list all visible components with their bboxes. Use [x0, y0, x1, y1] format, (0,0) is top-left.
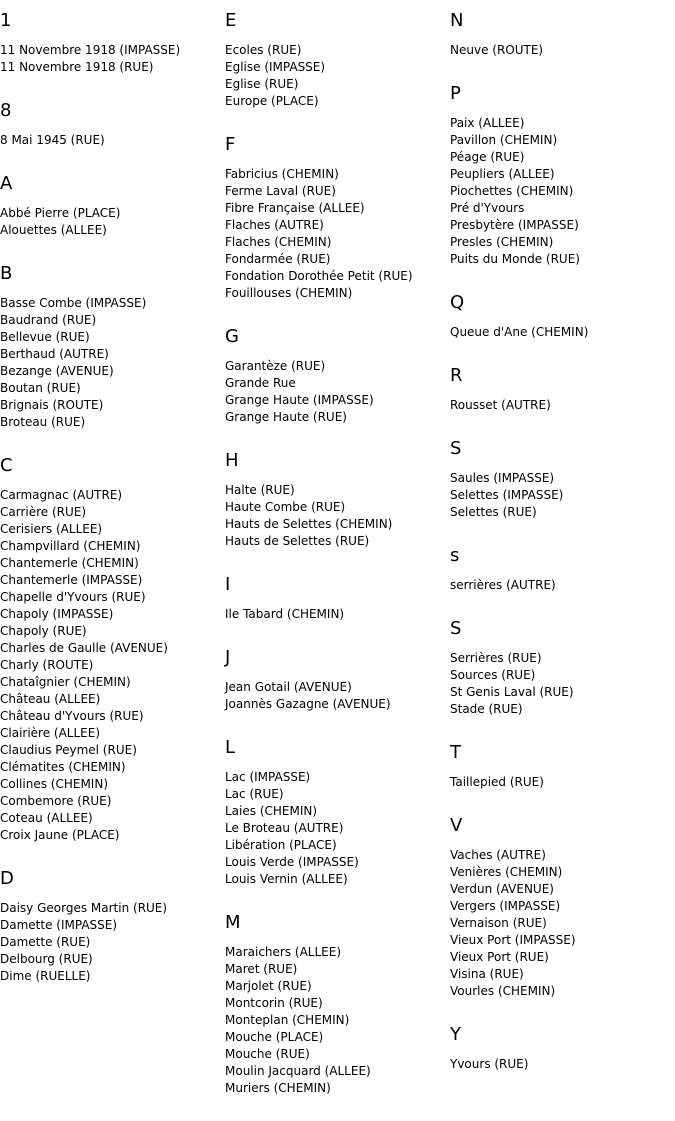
street-link[interactable]: 11 Novembre 1918 (IMPASSE) — [0, 43, 181, 57]
letter-heading: B — [0, 263, 13, 284]
street-link[interactable]: Vieux Port (IMPASSE) — [450, 933, 576, 947]
street-link[interactable]: Presles (CHEMIN) — [450, 235, 554, 249]
street-link[interactable]: Louis Verde (IMPASSE) — [225, 855, 359, 869]
letter-group — [0, 10, 222, 76]
letter-heading: S — [450, 438, 462, 459]
street-link[interactable]: Combemore (RUE) — [0, 794, 112, 808]
street-link[interactable]: Lac (IMPASSE) — [225, 770, 311, 784]
street-link[interactable]: Chantemerle (CHEMIN) — [0, 556, 139, 570]
street-link[interactable]: Daisy Georges Martin (RUE) — [0, 901, 168, 915]
letter-group — [0, 100, 222, 149]
street-link[interactable]: Chantemerle (IMPASSE) — [0, 573, 143, 587]
letter-heading: S — [450, 618, 462, 639]
street-link[interactable]: Piochettes (CHEMIN) — [450, 184, 574, 198]
street-link[interactable]: Fondarmée (RUE) — [225, 252, 331, 266]
street-link[interactable]: Damette (RUE) — [0, 935, 91, 949]
street-link[interactable]: Carmagnac (AUTRE) — [0, 488, 123, 502]
letter-group — [450, 545, 672, 594]
letter-group — [225, 10, 447, 110]
street-link[interactable]: Chapoly (IMPASSE) — [0, 607, 114, 621]
street-link[interactable]: Brignais (ROUTE) — [0, 398, 104, 412]
street-link[interactable]: Ile Tabard (CHEMIN) — [225, 607, 345, 621]
street-link[interactable]: Pavillon (CHEMIN) — [450, 133, 558, 147]
street-link[interactable]: Louis Vernin (ALLEE) — [225, 872, 348, 886]
street-link[interactable]: Mouche (PLACE) — [225, 1030, 324, 1044]
letter-heading: N — [450, 10, 464, 31]
street-link[interactable]: Laies (CHEMIN) — [225, 804, 318, 818]
letter-group — [225, 326, 447, 426]
letter-heading: Q — [450, 292, 465, 313]
letter-heading: Y — [450, 1024, 461, 1045]
street-link[interactable]: Maraichers (ALLEE) — [225, 945, 342, 959]
letter-heading: E — [225, 10, 237, 31]
street-link[interactable]: Monteplan (CHEMIN) — [225, 1013, 350, 1027]
street-link[interactable]: Saules (IMPASSE) — [450, 471, 555, 485]
street-link[interactable]: Fouillouses (CHEMIN) — [225, 286, 353, 300]
street-link[interactable]: Le Broteau (AUTRE) — [225, 821, 344, 835]
letter-group — [225, 912, 447, 1097]
letter-group — [225, 450, 447, 550]
letter-heading: F — [225, 134, 236, 155]
letter-heading: T — [450, 742, 461, 763]
street-link[interactable]: Collines (CHEMIN) — [0, 777, 108, 791]
letter-group — [450, 742, 672, 791]
letter-heading: L — [225, 737, 236, 758]
letter-group — [0, 455, 222, 844]
street-link[interactable]: Sources (RUE) — [450, 668, 536, 682]
letter-heading: R — [450, 365, 463, 386]
letter-group — [450, 365, 672, 414]
street-link[interactable]: Cerisiers (ALLEE) — [0, 522, 103, 536]
letter-group — [450, 815, 672, 1000]
street-link[interactable]: Clairière (ALLEE) — [0, 726, 101, 740]
street-link[interactable]: Dime (RUELLE) — [0, 969, 91, 983]
street-link[interactable]: Carrière (RUE) — [0, 505, 87, 519]
street-link[interactable]: Chataîgnier (CHEMIN) — [0, 675, 131, 689]
street-link[interactable]: Boutan (RUE) — [0, 381, 81, 395]
street-link[interactable]: Claudius Peymel (RUE) — [0, 743, 137, 757]
street-link[interactable]: Stade (RUE) — [450, 702, 523, 716]
street-link[interactable]: Venières (CHEMIN) — [450, 865, 563, 879]
street-link[interactable]: 8 Mai 1945 (RUE) — [0, 133, 105, 147]
street-link[interactable]: Yvours (RUE) — [450, 1057, 529, 1071]
letter-group — [0, 263, 222, 431]
street-link[interactable]: Baudrand (RUE) — [0, 313, 97, 327]
street-link[interactable]: Europe (PLACE) — [225, 94, 319, 108]
street-link[interactable]: Grande Rue — [225, 376, 296, 390]
street-link[interactable]: Vourles (CHEMIN) — [450, 984, 556, 998]
street-link[interactable]: Berthaud (AUTRE) — [0, 347, 109, 361]
street-link[interactable]: Visina (RUE) — [450, 967, 524, 981]
letter-group — [450, 618, 672, 718]
street-link[interactable]: Broteau (RUE) — [0, 415, 86, 429]
letter-heading: P — [450, 83, 461, 104]
street-link[interactable]: Jean Gotail (AVENUE) — [225, 680, 352, 694]
street-link[interactable]: Chapoly (RUE) — [0, 624, 87, 638]
street-link[interactable]: Ferme Laval (RUE) — [225, 184, 336, 198]
letter-group — [0, 173, 222, 239]
street-link[interactable]: Vieux Port (RUE) — [450, 950, 549, 964]
street-link[interactable]: Bezange (AVENUE) — [0, 364, 114, 378]
letter-heading: V — [450, 815, 463, 836]
letter-heading: A — [0, 173, 13, 194]
street-link[interactable]: Croix Jaune (PLACE) — [0, 828, 120, 842]
street-link[interactable]: Selettes (RUE) — [450, 505, 537, 519]
street-link[interactable]: Champvillard (CHEMIN) — [0, 539, 141, 553]
street-link[interactable]: Serrières (RUE) — [450, 651, 542, 665]
street-link[interactable]: Hauts de Selettes (CHEMIN) — [225, 517, 393, 531]
street-link[interactable]: Lac (RUE) — [225, 787, 284, 801]
street-link[interactable]: Selettes (IMPASSE) — [450, 488, 564, 502]
letter-heading: I — [225, 574, 231, 595]
street-link[interactable]: Taillepied (RUE) — [450, 775, 544, 789]
street-link[interactable]: Vernaison (RUE) — [450, 916, 547, 930]
street-link[interactable]: Puits du Monde (RUE) — [450, 252, 580, 266]
street-link[interactable]: Château d'Yvours (RUE) — [0, 709, 144, 723]
street-link[interactable]: Neuve (ROUTE) — [450, 43, 544, 57]
street-link[interactable]: 11 Novembre 1918 (RUE) — [0, 60, 154, 74]
street-link[interactable]: Flaches (AUTRE) — [225, 218, 324, 232]
letter-heading: 1 — [0, 10, 12, 31]
street-link[interactable]: Vaches (AUTRE) — [450, 848, 546, 862]
street-link[interactable]: Garantèze (RUE) — [225, 359, 326, 373]
street-link[interactable]: Damette (IMPASSE) — [0, 918, 118, 932]
street-link[interactable]: Château (ALLEE) — [0, 692, 101, 706]
street-link[interactable]: Delbourg (RUE) — [0, 952, 93, 966]
letter-group — [450, 83, 672, 268]
street-link[interactable]: Maret (RUE) — [225, 962, 298, 976]
letter-group — [450, 438, 672, 521]
street-link[interactable]: Queue d'Ane (CHEMIN) — [450, 325, 589, 339]
column-3 — [450, 10, 672, 1097]
street-link[interactable]: Montcorin (RUE) — [225, 996, 323, 1010]
street-link[interactable]: Alouettes (ALLEE) — [0, 223, 107, 237]
letter-heading: M — [225, 912, 241, 933]
street-link[interactable]: Basse Combe (IMPASSE) — [0, 296, 147, 310]
letter-group — [225, 574, 447, 623]
street-link[interactable]: Charly (ROUTE) — [0, 658, 94, 672]
street-link[interactable]: Paix (ALLEE) — [450, 116, 525, 130]
letter-group — [225, 134, 447, 302]
letter-heading: s — [450, 545, 460, 566]
street-link[interactable]: Joannès Gazagne (AVENUE) — [225, 697, 391, 711]
letter-heading: H — [225, 450, 239, 471]
letter-heading: 8 — [0, 100, 12, 121]
street-link[interactable]: Grange Haute (RUE) — [225, 410, 347, 424]
letter-group — [225, 737, 447, 888]
street-link[interactable]: Grange Haute (IMPASSE) — [225, 393, 374, 407]
street-link[interactable]: Bellevue (RUE) — [0, 330, 90, 344]
street-link[interactable]: Pré d'Yvours — [450, 201, 525, 215]
letter-group — [450, 292, 672, 341]
letter-heading: J — [225, 647, 231, 668]
street-link[interactable]: Péage (RUE) — [450, 150, 525, 164]
street-link[interactable]: Haute Combe (RUE) — [225, 500, 346, 514]
letter-heading: D — [0, 868, 14, 889]
street-link[interactable]: Presbytère (IMPASSE) — [450, 218, 579, 232]
street-link[interactable]: Marjolet (RUE) — [225, 979, 312, 993]
street-link[interactable]: Vergers (IMPASSE) — [450, 899, 561, 913]
street-link[interactable]: Halte (RUE) — [225, 483, 295, 497]
street-link[interactable]: Eglise (IMPASSE) — [225, 60, 326, 74]
street-link[interactable]: Fabricius (CHEMIN) — [225, 167, 339, 181]
street-link[interactable]: Moulin Jacquard (ALLEE) — [225, 1064, 371, 1078]
street-link[interactable]: St Genis Laval (RUE) — [450, 685, 574, 699]
street-link[interactable]: Charles de Gaulle (AVENUE) — [0, 641, 168, 655]
letter-group — [450, 10, 672, 59]
letter-heading: C — [0, 455, 13, 476]
street-link[interactable]: Ecoles (RUE) — [225, 43, 302, 57]
street-link[interactable]: Peupliers (ALLEE) — [450, 167, 555, 181]
column-1 — [0, 10, 222, 1009]
street-link[interactable]: serrières (AUTRE) — [450, 578, 556, 592]
column-2 — [225, 10, 447, 1121]
street-link[interactable]: Flaches (CHEMIN) — [225, 235, 332, 249]
street-link[interactable]: Coteau (ALLEE) — [0, 811, 93, 825]
street-link[interactable]: Eglise (RUE) — [225, 77, 299, 91]
street-link[interactable]: Verdun (AVENUE) — [450, 882, 554, 896]
letter-group — [0, 868, 222, 985]
street-link[interactable]: Muriers (CHEMIN) — [225, 1081, 331, 1095]
letter-group — [450, 1024, 672, 1073]
street-link[interactable]: Rousset (AUTRE) — [450, 398, 551, 412]
street-link[interactable]: Libération (PLACE) — [225, 838, 337, 852]
street-link[interactable]: Fondation Dorothée Petit (RUE) — [225, 269, 413, 283]
street-link[interactable]: Clématites (CHEMIN) — [0, 760, 126, 774]
street-link[interactable]: Fibre Française (ALLEE) — [225, 201, 365, 215]
street-link[interactable]: Mouche (RUE) — [225, 1047, 310, 1061]
letter-heading: G — [225, 326, 239, 347]
street-link[interactable]: Hauts de Selettes (RUE) — [225, 534, 370, 548]
street-link[interactable]: Abbé Pierre (PLACE) — [0, 206, 121, 220]
letter-group — [225, 647, 447, 713]
street-link[interactable]: Chapelle d'Yvours (RUE) — [0, 590, 146, 604]
